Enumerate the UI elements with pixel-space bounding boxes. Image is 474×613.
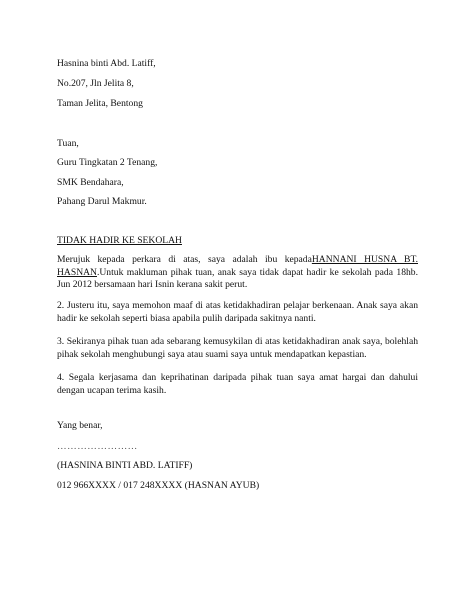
recipient-location: Pahang Darul Makmur. <box>57 196 147 207</box>
salutation: Tuan, <box>57 138 79 149</box>
sender-name: Hasnina binti Abd. Latiff, <box>57 58 156 69</box>
sender-address-line-2: Taman Jelita, Bentong <box>57 98 143 109</box>
letter-subject: TIDAK HADIR KE SEKOLAH <box>57 235 182 246</box>
paragraph-1 <box>57 254 418 292</box>
paragraph-1-rest: .Untuk makluman pihak tuan, anak saya tidak dapat hadir ke sekolah pada 18hb. Jun 2012 bersamaan hari Isnin kerana sakit perut. <box>57 266 418 290</box>
sign-off: Yang benar, <box>57 420 103 431</box>
paragraph-3: 3. Sekiranya pihak tuan ada sebarang kemusykilan di atas ketidakhadiran anak saya, bolehlah pihak sekolah menghubungi saya atau suami saya untuk mendapatkan kepastian. <box>57 336 418 360</box>
sender-address-line-1: No.207, Jln Jelita 8, <box>57 78 134 89</box>
signatory-name: (HASNINA BINTI ABD. LATIFF) <box>57 460 193 471</box>
contact-phones: 012 966XXXX / 017 248XXXX (HASNAN AYUB) <box>57 480 260 491</box>
paragraph-4: 4. Segala kerjasama dan keprihatinan daripada pihak tuan saya amat hargai dan dahului dengan ucapan terima kasih. <box>57 372 418 396</box>
recipient-title: Guru Tingkatan 2 Tenang, <box>57 157 158 168</box>
signature-line: …………………… <box>57 441 138 452</box>
recipient-school: SMK Bendahara, <box>57 177 124 188</box>
student-name: HANNANI HUSNA BT. HASNAN <box>57 254 418 278</box>
paragraph-2: 2. Justeru itu, saya memohon maaf di atas ketidakhadiran pelajar berkenaan. Anak saya akan hadir ke sekolah seperti biasa apabila pulih daripada sakitnya nanti. <box>57 300 418 324</box>
paragraph-1-lead: Merujuk kepada perkara di atas, saya adalah ibu kepada <box>57 254 312 265</box>
